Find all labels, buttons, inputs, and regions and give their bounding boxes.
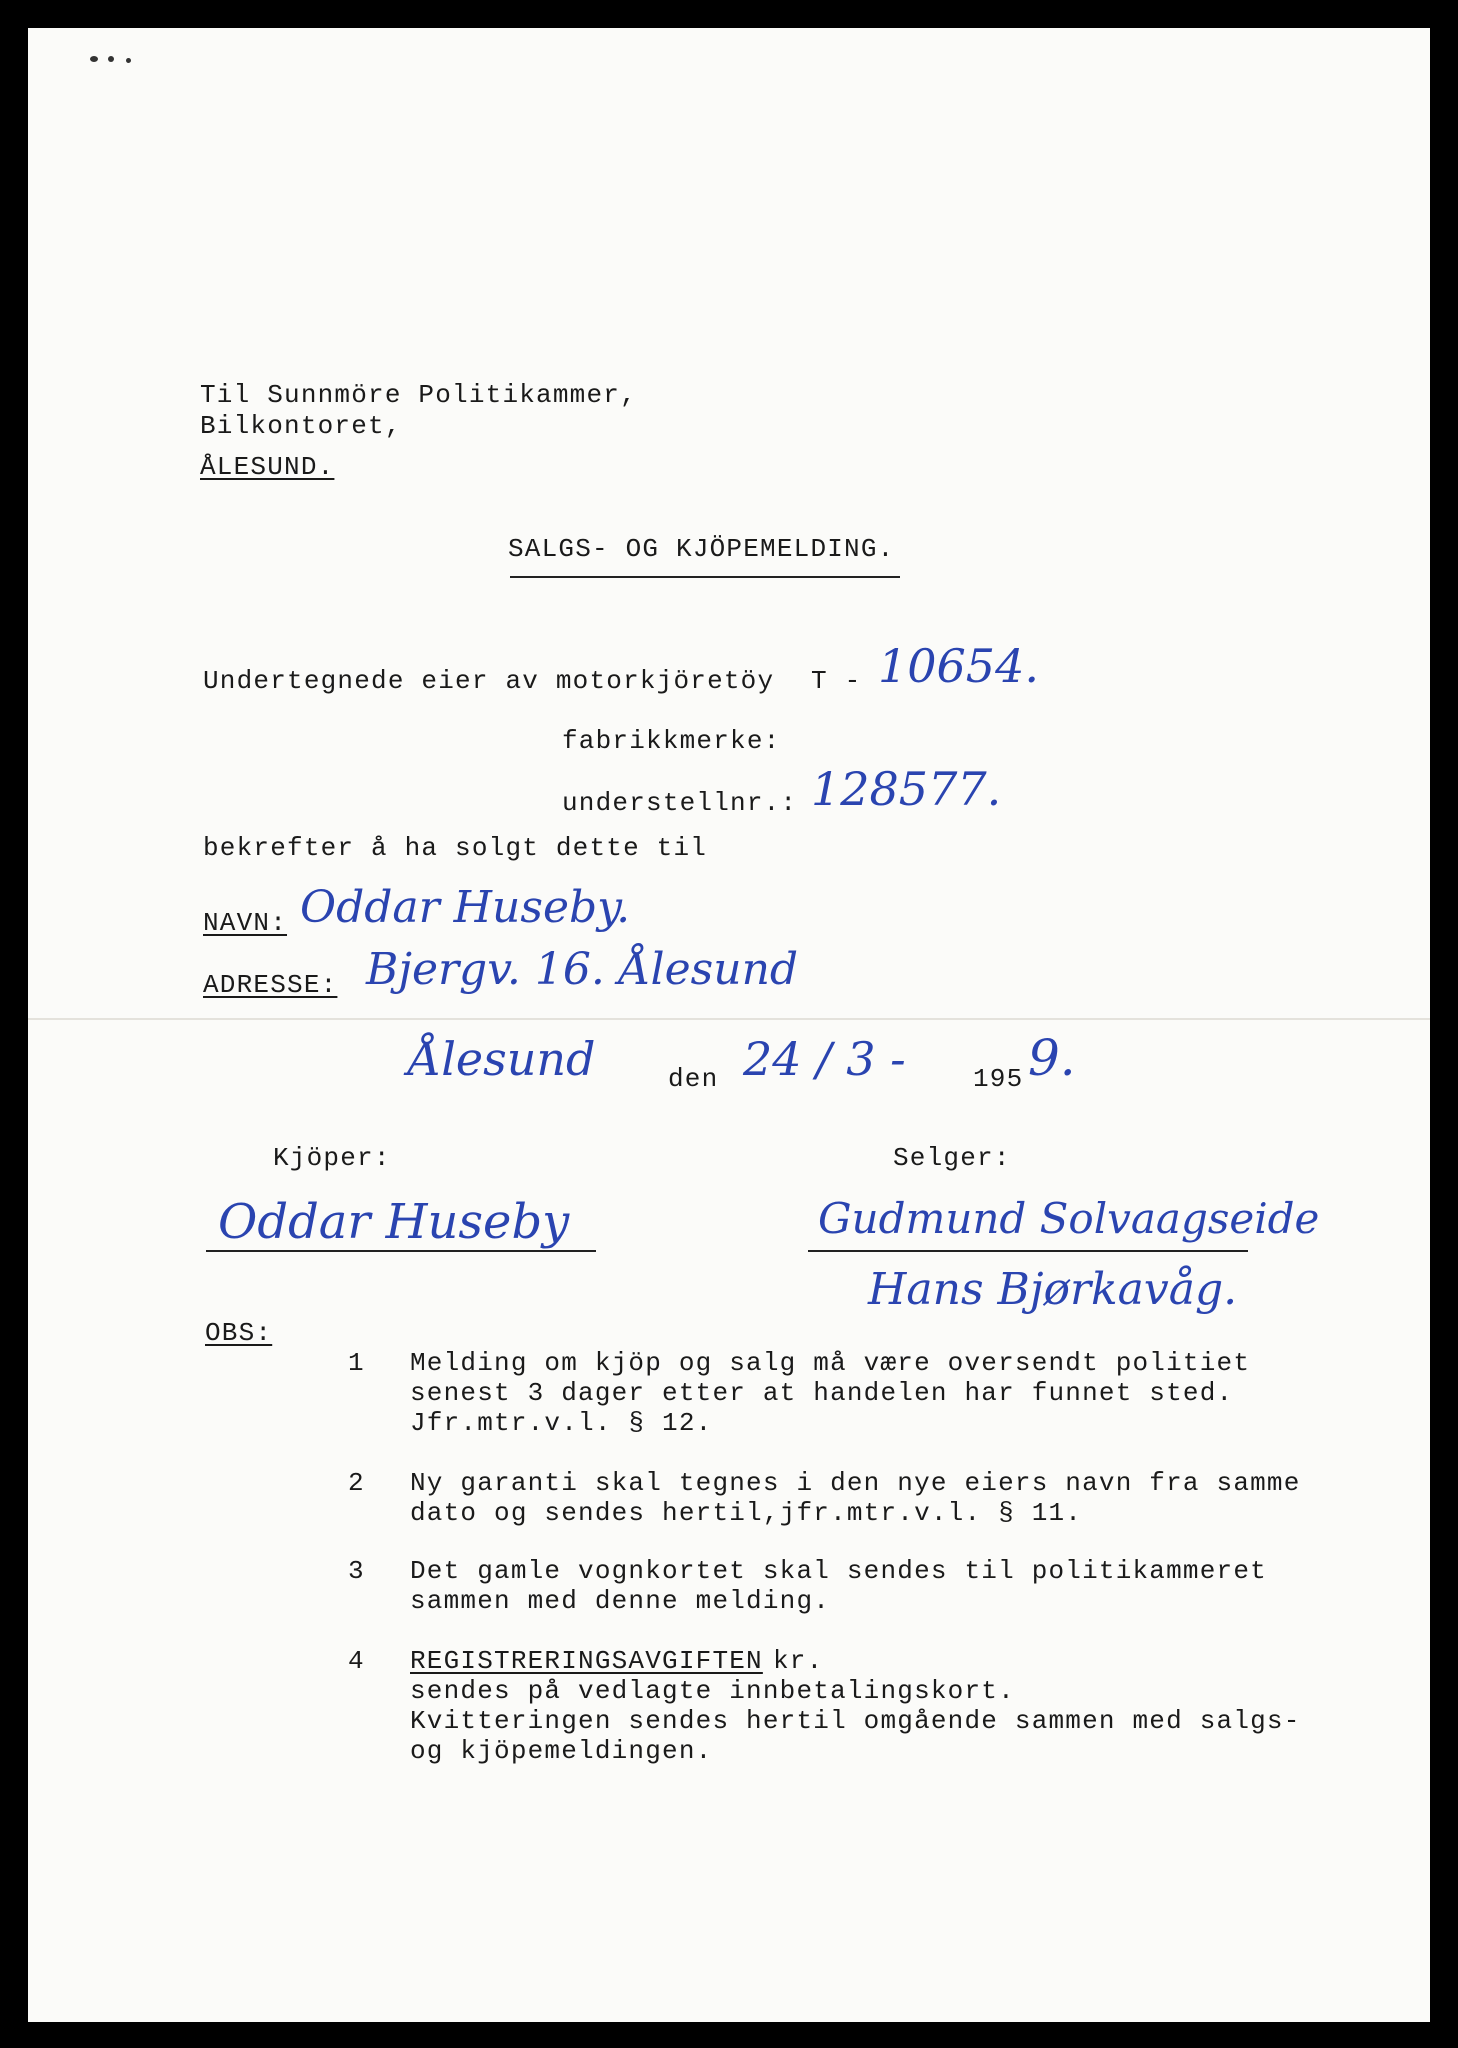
buyer-signature: Oddar Huseby [218,1194,570,1250]
registration-number: 10654. [878,639,1039,693]
recipient-city: ÅLESUND. [200,452,335,482]
obs-item-line: sendes på vedlagte innbetalingskort. [410,1676,1015,1706]
obs-item-number: 1 [348,1348,365,1378]
obs-item-number: 3 [348,1556,365,1586]
obs-item-line: Ny garanti skal tegnes i den nye eiers navn fra samme [410,1468,1301,1498]
recipient-line-2: Bilkontoret, [200,411,402,441]
buyer-label: Kjöper: [273,1143,391,1173]
address-label: ADRESSE: [203,970,338,1000]
obs-item-number: 4 [348,1646,365,1676]
name-label: NAVN: [203,908,288,938]
recipient-line-1: Til Sunnmöre Politikammer, [200,380,637,410]
obs-item-line: Kvitteringen sendes hertil omgående sammen med salgs- [410,1706,1301,1736]
date-year-suffix: 9. [1028,1029,1076,1087]
obs-item-heading: REGISTRERINGSAVGIFTEN [410,1646,763,1676]
date-place: Ålesund [408,1032,596,1086]
obs-item-line: Jfr.mtr.v.l. § 12. [410,1408,713,1438]
date-day-month: 24 / 3 - [743,1032,906,1086]
make-label: fabrikkmerke: [562,726,781,756]
buyer-signature-line [206,1250,596,1252]
address-value: Bjergv. 16. Ålesund [366,944,799,995]
seller-label: Selger: [893,1143,1011,1173]
obs-item-line: Melding om kjöp og salg må være oversendt politiet [410,1348,1251,1378]
seller-signature-1: Gudmund Solvaagseide [818,1194,1320,1243]
form-title: SALGS- OG KJÖPEMELDING. [508,534,895,564]
name-value: Oddar Huseby. [300,882,631,933]
obs-item-line: og kjöpemeldingen. [410,1736,713,1766]
date-den-label: den [668,1064,719,1094]
document-page [28,28,1430,2022]
chassis-number: 128577. [811,762,1002,816]
seller-signature-2: Hans Bjørkavåg. [868,1264,1238,1315]
obs-item-line: sammen med denne melding. [410,1586,831,1616]
obs-label: OBS: [205,1318,273,1348]
confirm-text: bekrefter å ha solgt dette til [203,833,708,863]
obs-item-line: Det gamle vognkortet skal sendes til politikammeret [410,1556,1267,1586]
corner-speck [126,58,131,63]
fold-line [28,1018,1430,1020]
form-title-underline [510,576,900,578]
obs-item-number: 2 [348,1468,365,1498]
corner-speck [90,56,98,62]
date-year-prefix: 195 [973,1064,1024,1094]
obs-item-heading-suffix: kr. [773,1646,824,1676]
vehicle-intro-label: Undertegnede eier av motorkjöretöy [203,666,775,696]
obs-item-line: senest 3 dager etter at handelen har funnet sted. [410,1378,1234,1408]
registration-prefix: T - [811,666,862,696]
obs-item-line: dato og sendes hertil,jfr.mtr.v.l. § 11. [410,1498,1083,1528]
seller-signature-line [808,1250,1248,1252]
corner-speck [108,56,114,62]
chassis-label: understellnr.: [562,788,798,818]
